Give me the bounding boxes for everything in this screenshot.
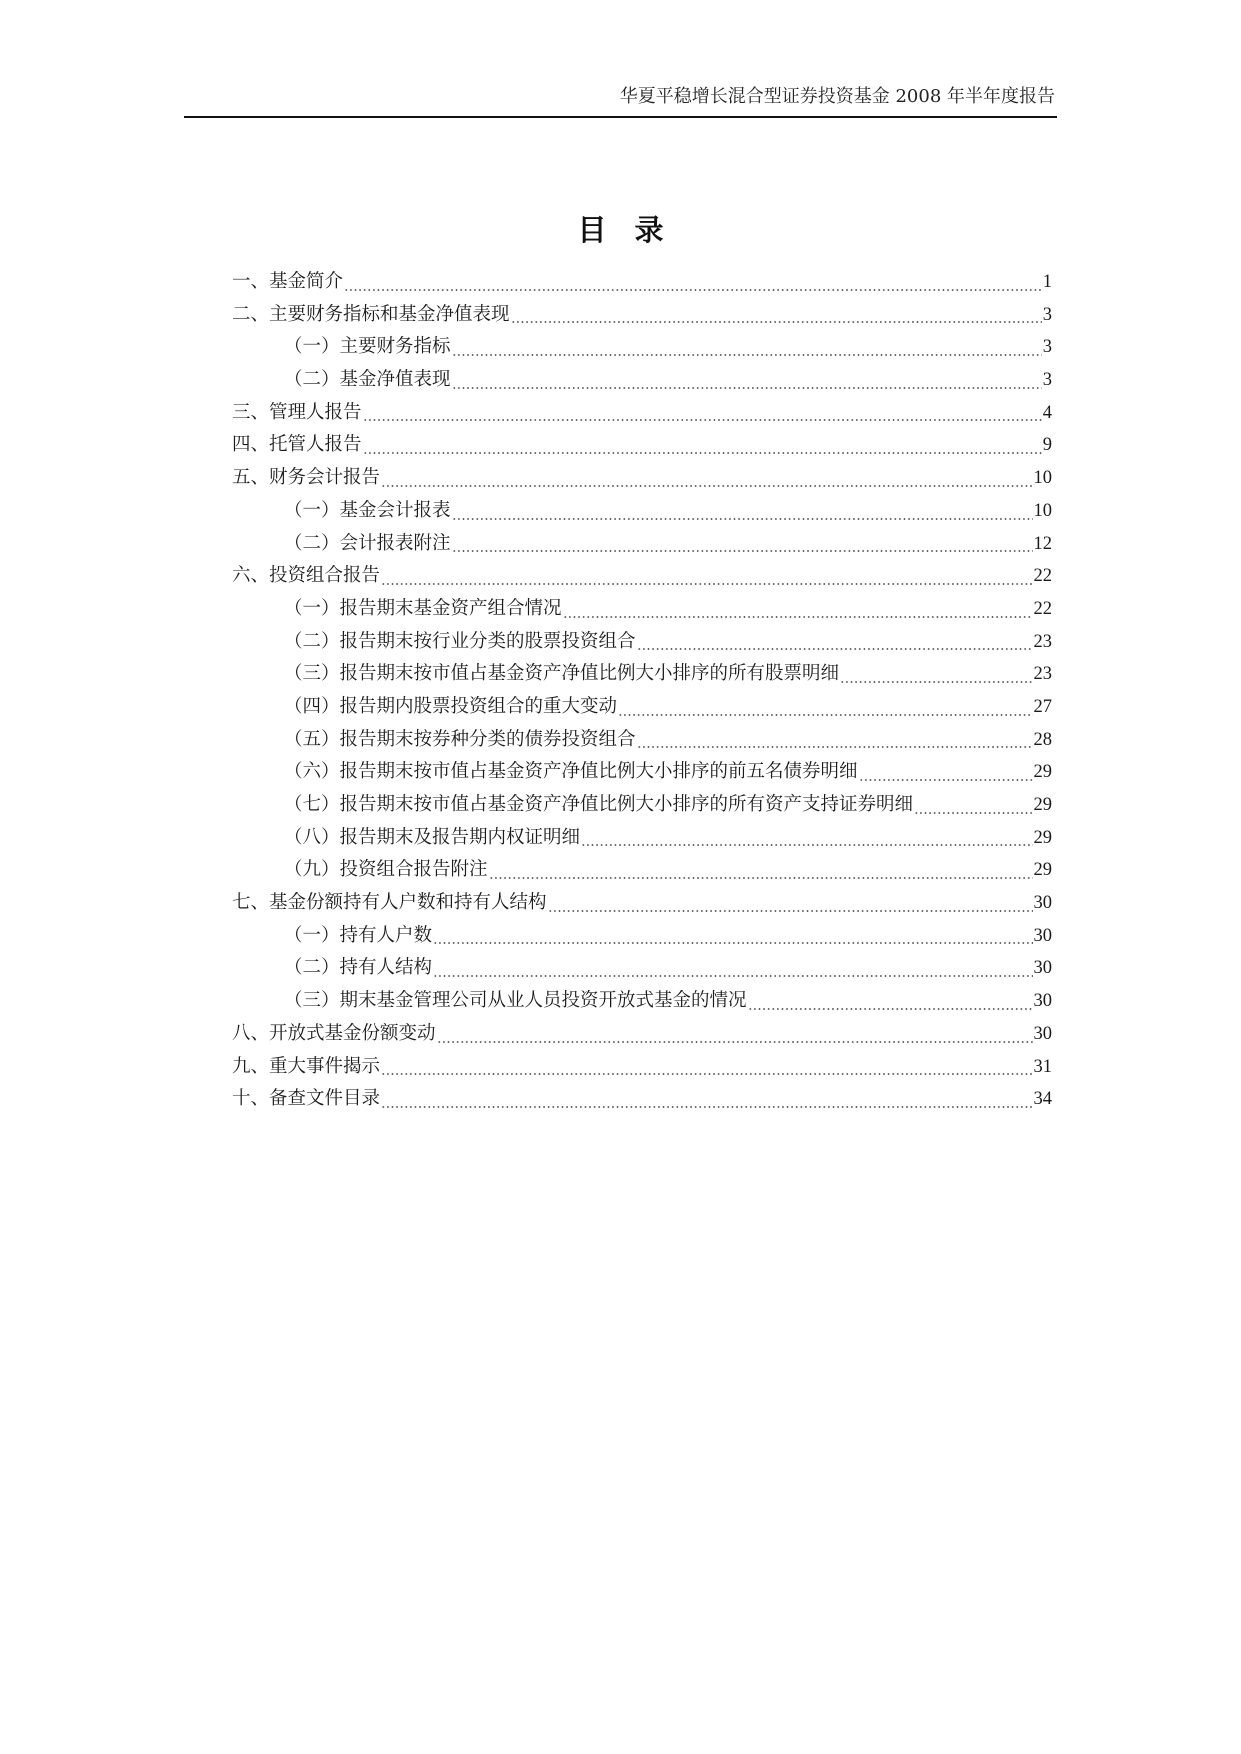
toc-entry-label: （一）报告期末基金资产组合情况 [284, 597, 562, 619]
toc-entry-page: 23 [1033, 631, 1052, 652]
toc-entry-label: （五）报告期末按券种分类的债券投资组合 [284, 728, 636, 750]
toc-entry-label: （九）投资组合报告附注 [284, 859, 488, 881]
toc-entry-label: （二）报告期末按行业分类的股票投资组合 [284, 630, 636, 652]
dot-leader [381, 583, 1032, 585]
toc-entry-page: 30 [1033, 893, 1052, 914]
dot-leader [563, 616, 1033, 618]
dot-leader [344, 289, 1042, 291]
toc-entry-label: 八、开放式基金份额变动 [232, 1022, 436, 1044]
toc-entry-label: 四、托管人报告 [232, 434, 362, 456]
toc-entry[interactable] [232, 1083, 1052, 1116]
dot-leader [637, 746, 1033, 748]
toc-entry[interactable] [232, 397, 1052, 430]
toc-entry-label: 七、基金份额持有人户数和持有人结构 [232, 892, 547, 914]
toc-entry-page: 1 [1042, 272, 1052, 292]
dot-leader [433, 975, 1032, 977]
toc-entry-label: （六）报告期末按市值占基金资产净值比例大小排序的前五名债券明细 [284, 761, 858, 783]
toc-entry[interactable] [232, 462, 1052, 495]
toc-entry-label: （七）报告期末按市值占基金资产净值比例大小排序的所有资产支持证券明细 [284, 794, 914, 815]
dot-leader [840, 681, 1032, 683]
toc-entry[interactable] [232, 560, 1052, 593]
toc-subentry[interactable] [232, 593, 1052, 626]
dot-leader [452, 518, 1033, 520]
toc-entry-page: 31 [1033, 1056, 1052, 1077]
toc-entry[interactable] [232, 887, 1052, 920]
dot-leader [433, 942, 1032, 944]
dot-leader [381, 1106, 1032, 1108]
toc-subentry[interactable] [232, 528, 1052, 561]
dot-leader [748, 1008, 1033, 1010]
toc-subentry[interactable] [232, 822, 1052, 855]
dot-leader [637, 648, 1033, 650]
toc-entry-label: （二）持有人结构 [284, 957, 433, 979]
toc-entry-page: 27 [1033, 696, 1052, 717]
toc-entry-label: （一）基金会计报表 [284, 499, 451, 521]
dot-leader [452, 550, 1033, 552]
dot-leader [437, 1041, 1033, 1043]
dot-leader [452, 354, 1042, 356]
toc-entry-label: （三）报告期末按市值占基金资产净值比例大小排序的所有股票明细 [284, 663, 840, 685]
toc-subentry[interactable] [232, 364, 1052, 397]
toc-entry-label: 五、财务会计报告 [232, 467, 381, 489]
toc-entry-page: 3 [1042, 304, 1052, 325]
toc-subentry[interactable] [232, 952, 1052, 985]
toc-entry-page: 29 [1033, 762, 1052, 783]
toc-subentry[interactable] [232, 920, 1052, 953]
toc-entry-page: 29 [1033, 827, 1052, 848]
toc-subentry[interactable] [232, 854, 1052, 887]
toc-subentry[interactable] [232, 331, 1052, 364]
toc-entry-label: 三、管理人报告 [232, 401, 362, 423]
toc-entry[interactable] [232, 299, 1052, 332]
toc-entry-page: 12 [1033, 533, 1052, 554]
toc-entry-label: （二）基金净值表现 [284, 369, 451, 391]
dot-leader [581, 844, 1032, 846]
toc-title: 目录 [577, 213, 692, 247]
toc-entry-label: 十、备查文件目录 [232, 1088, 381, 1110]
toc-subentry[interactable] [232, 789, 1052, 822]
toc-entry-page: 22 [1033, 598, 1052, 619]
dot-leader [489, 877, 1033, 879]
toc-subentry[interactable] [232, 691, 1052, 724]
toc-entry-label: （四）报告期内股票投资组合的重大变动 [284, 695, 618, 717]
toc-entry-page: 23 [1033, 664, 1052, 685]
toc-entry-page: 10 [1033, 500, 1052, 521]
toc-entry-label: （八）报告期末及报告期内权证明细 [284, 826, 581, 848]
page-header [184, 86, 1057, 118]
toc-entry-page: 9 [1042, 435, 1052, 456]
toc-entry-page: 30 [1033, 925, 1052, 946]
toc-entry-page: 28 [1033, 729, 1052, 750]
toc-entry[interactable] [232, 1051, 1052, 1084]
toc-entry-page: 30 [1033, 1023, 1052, 1044]
toc-entry-page: 22 [1033, 566, 1052, 587]
table-of-contents [232, 266, 1052, 1116]
toc-subentry[interactable] [232, 626, 1052, 659]
toc-entry[interactable] [232, 1018, 1052, 1051]
toc-entry-label: （一）持有人户数 [284, 924, 433, 946]
toc-subentry[interactable] [232, 756, 1052, 789]
dot-leader [363, 419, 1042, 421]
dot-leader [859, 779, 1033, 781]
dot-leader [914, 812, 1032, 814]
toc-entry-page: 3 [1042, 370, 1052, 391]
toc-entry-label: （一）主要财务指标 [284, 336, 451, 358]
toc-entry-page: 30 [1033, 958, 1052, 979]
toc-entry-label: （三）期末基金管理公司从业人员投资开放式基金的情况 [284, 990, 747, 1012]
toc-entry-page: 30 [1033, 991, 1052, 1012]
dot-leader [511, 321, 1042, 323]
toc-subentry[interactable] [232, 985, 1052, 1018]
toc-entry-label: 六、投资组合报告 [232, 565, 381, 587]
toc-entry-label: 九、重大事件揭示 [232, 1055, 381, 1077]
toc-entry[interactable] [232, 266, 1052, 299]
toc-entry-label: （二）会计报表附注 [284, 532, 451, 554]
dot-leader [548, 910, 1033, 912]
toc-entry-label: 一、基金简介 [232, 271, 344, 292]
toc-subentry[interactable] [232, 658, 1052, 691]
dot-leader [618, 714, 1032, 716]
dot-leader [381, 1073, 1032, 1075]
toc-entry-page: 29 [1033, 795, 1052, 815]
toc-subentry[interactable] [232, 495, 1052, 528]
toc-entry-page: 10 [1033, 468, 1052, 489]
toc-entry-label: 二、主要财务指标和基金净值表现 [232, 303, 510, 325]
dot-leader [452, 387, 1042, 389]
dot-leader [381, 485, 1032, 487]
toc-entry-page: 34 [1033, 1089, 1052, 1110]
dot-leader [363, 452, 1042, 454]
toc-subentry[interactable] [232, 724, 1052, 757]
report-title: 华夏平稳增长混合型证券投资基金 2008 年半年度报告 [619, 86, 1055, 107]
toc-entry-page: 29 [1033, 860, 1052, 881]
toc-entry-page: 3 [1042, 337, 1052, 358]
toc-entry-page: 4 [1042, 402, 1052, 423]
toc-entry[interactable] [232, 429, 1052, 462]
